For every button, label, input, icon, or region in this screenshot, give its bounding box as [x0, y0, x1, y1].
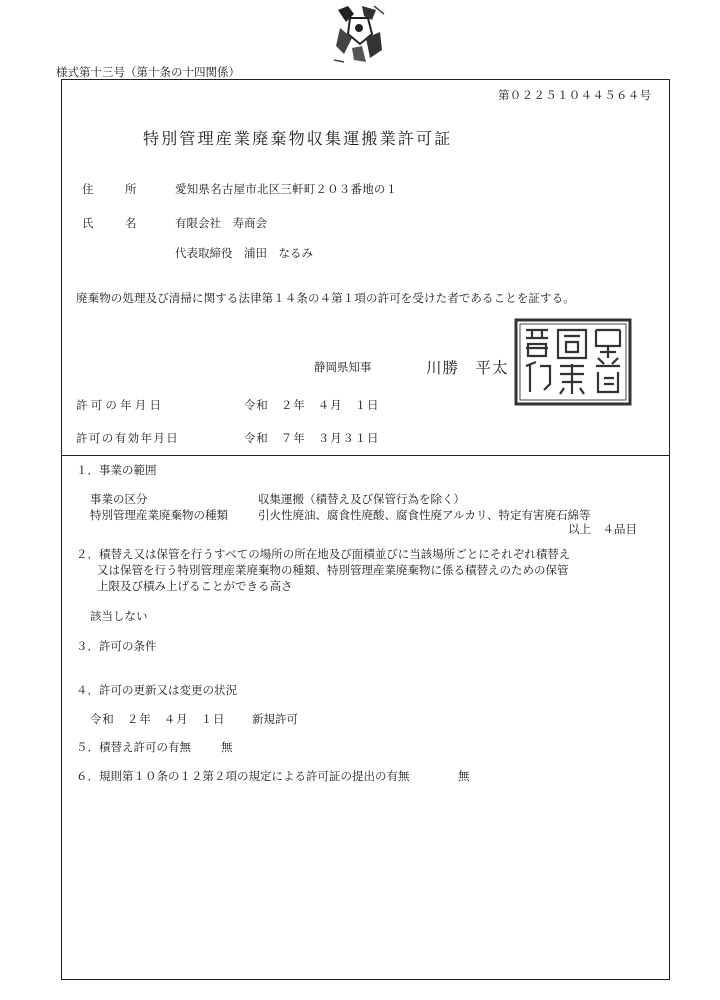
section-5-heading: ５．積替え許可の有無: [76, 740, 191, 754]
section-2-heading-line-3: 上限及び積み上げることができる高さ: [97, 579, 293, 593]
issuer-title: 静岡県知事: [314, 360, 372, 374]
name-label: 氏 名: [82, 216, 147, 230]
address-label: 住 所: [82, 182, 147, 196]
category-value: 収集運搬（積替え及び保管行為を除く）: [258, 492, 465, 506]
section-6-heading: ６．規則第１０条の１２第２項の規定による許可証の提出の有無: [76, 769, 410, 783]
section-6-value: 無: [458, 769, 470, 783]
certification-text: 廃棄物の処理及び清掃に関する法律第１４条の４第１項の許可を受けた者であることを証する。: [76, 291, 575, 305]
expiry-date-value: 令和 ７年 ３月３１日: [244, 431, 380, 445]
section-3-heading: ３．許可の条件: [76, 639, 157, 653]
waste-types-count: 以上 ４品目: [568, 522, 637, 536]
issuer-name: 川勝 平太: [426, 359, 509, 377]
company-name: 有限会社 寿商会: [175, 216, 267, 230]
address-value: 愛知県名古屋市北区三軒町２０３番地の１: [175, 182, 398, 196]
section-4-date: 令和 ２年 ４月 １日: [90, 712, 226, 726]
prefecture-emblem-icon: [332, 4, 386, 64]
section-2-value: 該当しない: [90, 609, 148, 623]
section-4-status: 新規許可: [252, 712, 298, 726]
section-2-heading-line-1: ２．積替え又は保管を行うすべての場所の所在地及び面積並びに当該場所ごとにそれぞれ積替え: [76, 547, 571, 561]
document-title: 特別管理産業廃棄物収集運搬業許可証: [143, 129, 453, 148]
section-5-value: 無: [221, 740, 233, 754]
permit-date-value: 令和 ２年 ４月 １日: [244, 398, 380, 412]
official-seal-stamp: [514, 318, 632, 406]
category-label: 事業の区分: [90, 492, 148, 506]
waste-types-value: 引火性廃油、腐食性廃酸、腐食性廃アルカリ、特定有害廃石綿等: [258, 508, 591, 522]
permit-number: 第０２２５１０４４５６４号: [498, 88, 652, 102]
section-2-heading-line-2: 又は保管を行う特別管理産業廃棄物の種類、特別管理産業廃棄物に係る積替えのための保管: [97, 563, 569, 577]
form-label: 様式第十三号（第十条の十四関係）: [56, 65, 240, 79]
permit-date-label: 許可の年月日: [76, 398, 165, 412]
section-1-heading: １．事業の範囲: [76, 463, 157, 477]
section-divider: [61, 455, 670, 456]
section-4-heading: ４．許可の更新又は変更の状況: [76, 683, 237, 697]
representative-name: 代表取締役 浦田 なるみ: [175, 246, 313, 260]
expiry-date-label: 許可の有効年月日: [76, 431, 180, 445]
waste-types-label: 特別管理産業廃棄物の種類: [90, 508, 228, 522]
